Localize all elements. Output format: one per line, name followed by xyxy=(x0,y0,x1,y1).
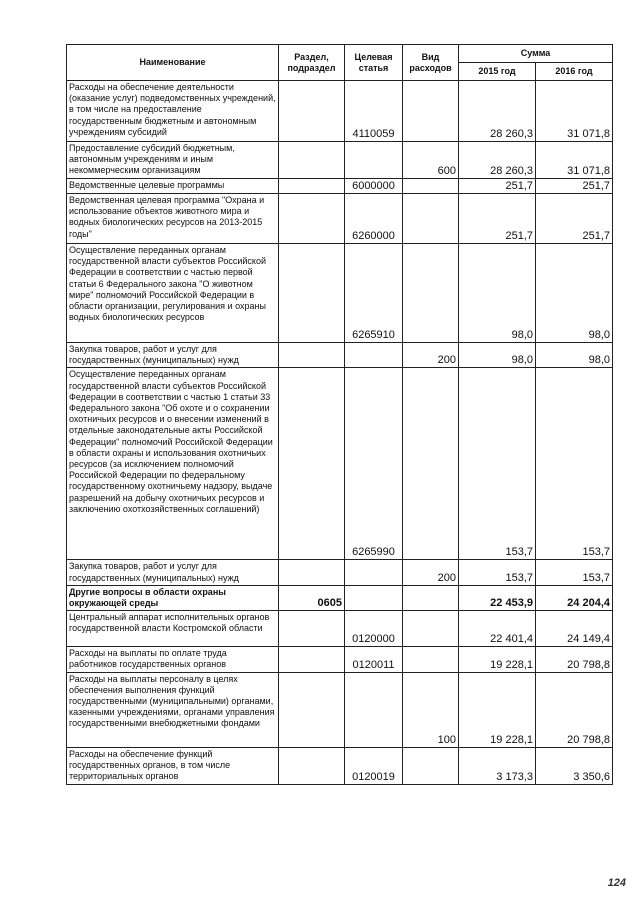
row-section xyxy=(279,560,345,585)
row-target: 6000000 xyxy=(345,179,403,194)
table-row xyxy=(67,343,613,368)
row-2015: 251,7 xyxy=(459,179,536,194)
header-name: Наименование xyxy=(67,45,279,81)
row-2016: 20 798,8 xyxy=(536,647,613,672)
row-section xyxy=(279,747,345,784)
table-row xyxy=(67,560,613,585)
row-section xyxy=(279,244,345,343)
row-expense: 200 xyxy=(403,343,459,368)
row-2016: 24 149,4 xyxy=(536,611,613,647)
table-row xyxy=(67,81,613,142)
row-target: 6260000 xyxy=(345,194,403,244)
table-row xyxy=(67,244,613,343)
row-expense xyxy=(403,647,459,672)
table-row-subtotal xyxy=(67,585,613,610)
row-2015: 28 260,3 xyxy=(459,81,536,142)
row-name: Предоставление субсидий бюджетным, автономным учреждениям и иным некоммерческим организациям xyxy=(67,142,279,179)
row-section xyxy=(279,647,345,672)
row-expense: 100 xyxy=(403,672,459,747)
row-2016: 3 350,6 xyxy=(536,747,613,784)
row-name: Расходы на обеспечение функций государственных органов, в том числе территориальных органов xyxy=(67,747,279,784)
row-target xyxy=(345,560,403,585)
row-section xyxy=(279,194,345,244)
row-2015: 251,7 xyxy=(459,194,536,244)
row-section xyxy=(279,81,345,142)
row-2015: 19 228,1 xyxy=(459,647,536,672)
row-2015: 3 173,3 xyxy=(459,747,536,784)
row-target xyxy=(345,585,403,610)
header-target: Целевая статья xyxy=(345,45,403,81)
row-section xyxy=(279,179,345,194)
row-2015: 98,0 xyxy=(459,244,536,343)
table-row xyxy=(67,179,613,194)
table-row xyxy=(67,672,613,747)
row-target: 0120000 xyxy=(345,611,403,647)
row-name: Ведомственная целевая программа "Охрана и использование объектов животного мира и водных биологических ресурсов на 2013-2015 годы" xyxy=(67,194,279,244)
table-row xyxy=(67,647,613,672)
row-2015: 98,0 xyxy=(459,343,536,368)
row-expense xyxy=(403,81,459,142)
page-number-mark: 124 xyxy=(607,877,626,889)
row-target: 0120019 xyxy=(345,747,403,784)
header-expense: Вид расходов xyxy=(403,45,459,81)
row-2016: 20 798,8 xyxy=(536,672,613,747)
table-row xyxy=(67,194,613,244)
row-name: Другие вопросы в области охраны окружающей среды xyxy=(67,585,279,610)
row-target: 6265910 xyxy=(345,244,403,343)
table-row xyxy=(67,142,613,179)
table-row xyxy=(67,368,613,560)
row-2015: 19 228,1 xyxy=(459,672,536,747)
row-2015: 153,7 xyxy=(459,560,536,585)
table-row xyxy=(67,747,613,784)
row-2016: 98,0 xyxy=(536,343,613,368)
row-expense xyxy=(403,368,459,560)
row-section xyxy=(279,611,345,647)
row-name: Расходы на выплаты по оплате труда работников государственных органов xyxy=(67,647,279,672)
row-2016: 251,7 xyxy=(536,179,613,194)
row-2016: 98,0 xyxy=(536,244,613,343)
row-target: 0120011 xyxy=(345,647,403,672)
budget-table xyxy=(66,44,613,785)
row-name: Центральный аппарат исполнительных органов государственной власти Костромской области xyxy=(67,611,279,647)
row-section: 0605 xyxy=(279,585,345,610)
row-target: 6265990 xyxy=(345,368,403,560)
header-section: Раздел, подраздел xyxy=(279,45,345,81)
row-target xyxy=(345,343,403,368)
row-name: Закупка товаров, работ и услуг для государственных (муниципальных) нужд xyxy=(67,560,279,585)
row-2015: 22 401,4 xyxy=(459,611,536,647)
header-sum: Сумма xyxy=(459,45,613,63)
row-name: Расходы на выплаты персоналу в целях обеспечения выполнения функций государственными (муниципальными) органами, казенными учреждениями, органами управления государственными внебюджетными фондами xyxy=(67,672,279,747)
row-expense xyxy=(403,747,459,784)
row-expense: 200 xyxy=(403,560,459,585)
row-target: 4110059 xyxy=(345,81,403,142)
row-2016: 153,7 xyxy=(536,560,613,585)
row-2016: 251,7 xyxy=(536,194,613,244)
row-2015: 22 453,9 xyxy=(459,585,536,610)
row-name: Расходы на обеспечение деятельности (оказание услуг) подведомственных учреждений, в том числе на предоставление государственным бюджетным и автономным учреждениям субсидий xyxy=(67,81,279,142)
row-name: Закупка товаров, работ и услуг для государственных (муниципальных) нужд xyxy=(67,343,279,368)
row-section xyxy=(279,672,345,747)
row-2016: 31 071,8 xyxy=(536,81,613,142)
row-name: Осуществление переданных органам государственной власти субъектов Российской Федерации в соответствии с частью первой статьи 6 Федерального закона "О животном мире" полномочий Российской Федерации в области организации, регулирования и охраны водных биологических ресурсов xyxy=(67,244,279,343)
row-expense xyxy=(403,179,459,194)
row-expense xyxy=(403,585,459,610)
row-2015: 28 260,3 xyxy=(459,142,536,179)
row-section xyxy=(279,368,345,560)
row-expense xyxy=(403,194,459,244)
row-section xyxy=(279,142,345,179)
row-target xyxy=(345,672,403,747)
header-year-2015: 2015 год xyxy=(459,63,536,81)
row-name: Ведомственные целевые программы xyxy=(67,179,279,194)
row-section xyxy=(279,343,345,368)
row-expense xyxy=(403,244,459,343)
table-row xyxy=(67,611,613,647)
row-2016: 24 204,4 xyxy=(536,585,613,610)
row-2016: 31 071,8 xyxy=(536,142,613,179)
row-expense xyxy=(403,611,459,647)
row-2015: 153,7 xyxy=(459,368,536,560)
row-target xyxy=(345,142,403,179)
row-expense: 600 xyxy=(403,142,459,179)
header-year-2016: 2016 год xyxy=(536,63,613,81)
row-2016: 153,7 xyxy=(536,368,613,560)
row-name: Осуществление переданных органам государственной власти субъектов Российской Федерации в соответствии с частью 1 статьи 33 Федерального закона "Об охоте и о сохранении охотничьих ресурсов и о внесении изменений в отдельные законодательные акты Российской Федерации" полномочий Российской Федерации в области охраны и использования охотничьих ресурсов (за исключением полномочий Российской Федерации по федеральному государственному охотничьему надзору, выдаче разрешений на добычу охотничьих ресурсов и заключению охотхозяйственных соглашений) xyxy=(67,368,279,560)
